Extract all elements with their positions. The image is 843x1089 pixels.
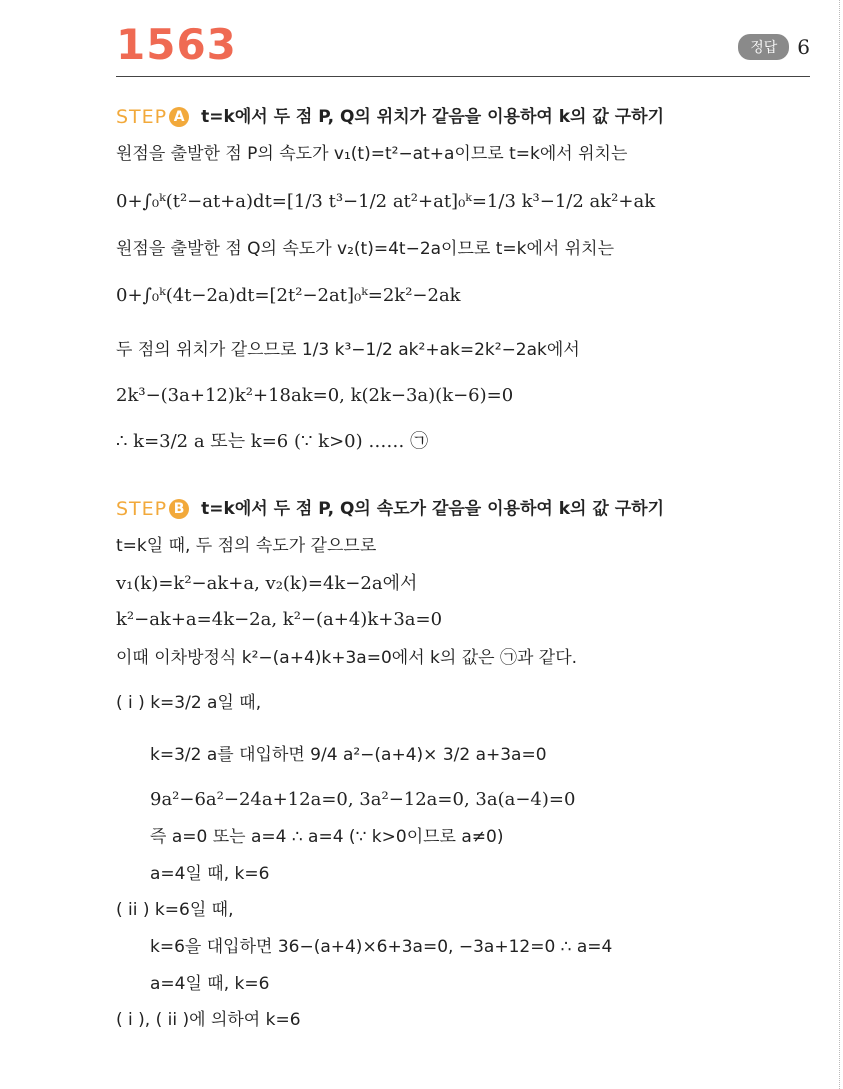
header	[116, 20, 810, 80]
solution-line: 즉 a=0 또는 a=4 ∴ a=4 (∵ k>0이므로 a≠0)	[150, 827, 504, 847]
math-line: 9a²−6a²−24a+12a=0, 3a²−12a=0, 3a(a−4)=0	[150, 789, 576, 810]
answer-badge: 정답	[738, 34, 789, 60]
step-a-circle-icon: A	[169, 107, 189, 127]
math-line: 0+∫₀ᵏ(4t−2a)dt=[2t²−2at]₀ᵏ=2k²−2ak	[116, 285, 461, 306]
solution-line: k=3/2 a를 대입하면 9/4 a²−(a+4)× 3/2 a+3a=0	[150, 745, 547, 765]
header-rule	[116, 76, 810, 77]
step-b-heading	[116, 492, 816, 526]
step-label: STEP	[116, 106, 168, 128]
math-line: 0+∫₀ᵏ(t²−at+a)dt=[1/3 t³−1/2 at²+at]₀ᵏ=1/3 k³−1/2 ak²+ak	[116, 191, 656, 212]
answer-area	[738, 34, 810, 60]
problem-number: 1563	[116, 20, 237, 69]
answer-value: 6	[797, 35, 810, 59]
solution-line: 원점을 출발한 점 Q의 속도가 v₂(t)=4t−2a이므로 t=k에서 위치는	[116, 239, 614, 259]
step-a-heading	[116, 100, 816, 134]
conclusion-line: ( i ), ( ii )에 의하여 k=6	[116, 1010, 301, 1030]
case-heading: ( i ) k=3/2 a일 때,	[116, 693, 262, 713]
solution-line: 원점을 출발한 점 P의 속도가 v₁(t)=t²−at+a이므로 t=k에서 위치는	[116, 144, 628, 164]
math-line: 2k³−(3a+12)k²+18ak=0, k(2k−3a)(k−6)=0	[116, 385, 514, 406]
solution-content	[116, 100, 816, 1038]
step-b-title: t=k에서 두 점 P, Q의 속도가 같음을 이용하여 k의 값 구하기	[201, 499, 664, 519]
step-a-title: t=k에서 두 점 P, Q의 위치가 같음을 이용하여 k의 값 구하기	[201, 107, 664, 127]
solution-line: t=k일 때, 두 점의 속도가 같으므로	[116, 536, 377, 556]
step-label: STEP	[116, 498, 168, 520]
solution-line: a=4일 때, k=6	[150, 974, 270, 994]
math-line: v₁(k)=k²−ak+a, v₂(k)=4k−2a에서	[116, 573, 418, 594]
page-edge-dotted-line	[839, 0, 840, 1089]
solution-line: 두 점의 위치가 같으므로 1/3 k³−1/2 ak²+ak=2k²−2ak에서	[116, 340, 580, 360]
math-line: k²−ak+a=4k−2a, k²−(a+4)k+3a=0	[116, 609, 443, 630]
step-b-circle-icon: B	[169, 499, 189, 519]
solution-line: 이때 이차방정식 k²−(a+4)k+3a=0에서 k의 값은 ㉠과 같다.	[116, 648, 578, 668]
case-heading: ( ii ) k=6일 때,	[116, 900, 234, 920]
solution-line: a=4일 때, k=6	[150, 864, 270, 884]
math-line: ∴ k=3/2 a 또는 k=6 (∵ k>0) …… ㉠	[116, 431, 429, 452]
solution-line: k=6을 대입하면 36−(a+4)×6+3a=0, −3a+12=0 ∴ a=4	[150, 937, 613, 957]
